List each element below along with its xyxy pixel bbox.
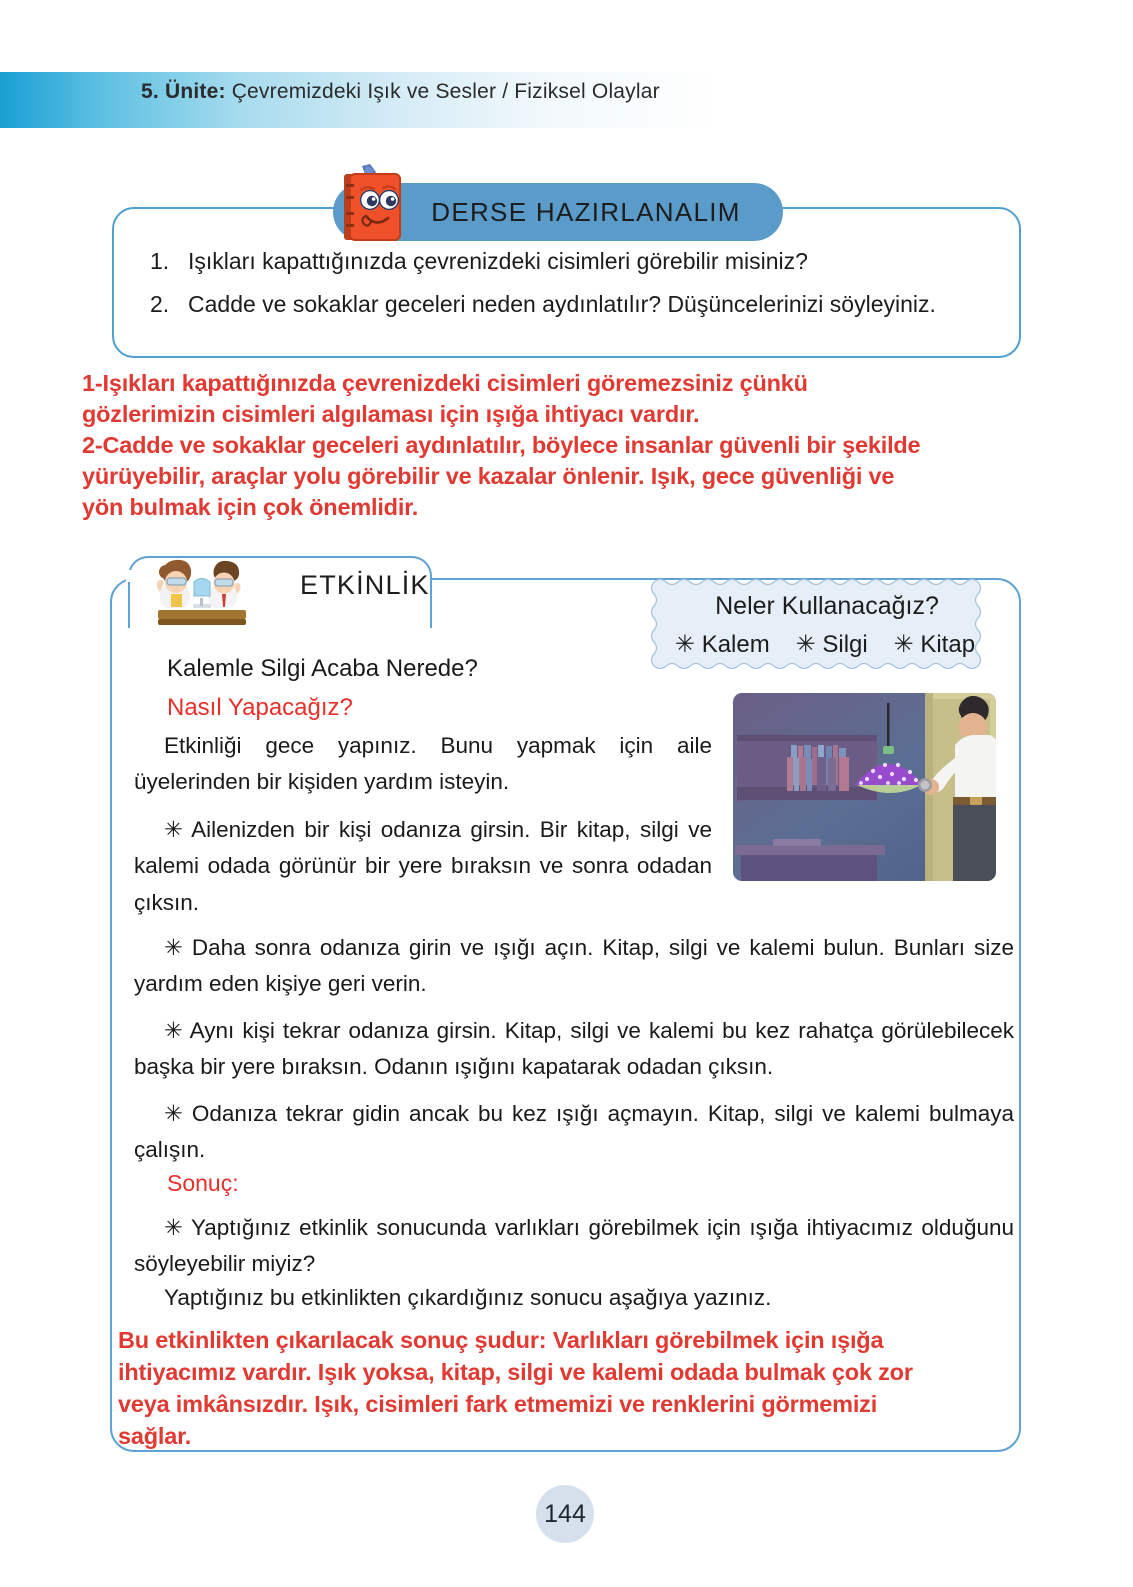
answer-line: veya imkânsızdır. Işık, cisimleri fark etmemizi ve renklerini görmemizi [118, 1390, 878, 1417]
activity-subtitle: Nasıl Yapacağız? [167, 694, 353, 721]
question-number: 2. [150, 290, 170, 317]
list-item: ✳ Silgi [795, 631, 868, 658]
student-answer-top [82, 368, 1047, 523]
dark-room-illustration [733, 693, 996, 881]
answer-line: yön bulmak için çok önemlidir. [82, 494, 419, 521]
list-item [150, 244, 1000, 279]
list-item [150, 287, 1000, 322]
question-text: Cadde ve sokaklar geceleri neden aydınlatılır? Düşüncelerinizi söyleyiniz. [188, 290, 936, 317]
answer-line: 2-Cadde ve sokaklar geceleri aydınlatılır, böylece insanlar güvenli bir şekilde [82, 432, 921, 459]
unit-header [141, 80, 781, 120]
question-number: 1. [150, 248, 170, 274]
answer-line: Bu etkinlikten çıkarılacak sonuç şudur: Varlıkları görebilmek için ışığa [118, 1327, 884, 1353]
activity-title: Kalemle Silgi Acaba Nerede? [167, 655, 478, 682]
answer-line: gözlerimizin cisimleri algılaması için ışığa ihtiyacı vardır. [82, 401, 700, 428]
materials-list [662, 630, 988, 659]
list-item: ✳ Kalem [674, 631, 770, 658]
activity-final-instruction: Yaptığınız bu etkinlikten çıkardığınız sonucu aşağıya yazınız. [164, 1285, 772, 1310]
activity-paragraph-step2: ✳ Daha sonra odanıza girin ve ışığı açın. Kitap, silgi ve kalemi bulun. Bunları size yardım eden kişiye geri verin. [134, 935, 1014, 997]
book-mascot-icon [336, 160, 408, 248]
prepare-banner-label: DERSE HAZIRLANALIM [431, 196, 741, 227]
page-number: 144 [544, 1499, 586, 1528]
activity-result-label: Sonuç: [167, 1170, 239, 1196]
activity-paragraph-step1: ✳ Ailenizden bir kişi odanıza girsin. Bir kitap, silgi ve kalemi odada görünür bir yere bıraksın ve sonra odadan çıksın. [134, 817, 712, 915]
materials-title: Neler Kullanacağız? [715, 592, 939, 620]
answer-line: 1-Işıkları kapattığınızda çevrenizdeki cisimleri göremezsiniz çünkü [82, 370, 808, 396]
activity-paragraph-intro: Etkinliği gece yapınız. Bunu yapmak için aile üyelerinden bir kişiden yardım isteyin. [134, 733, 712, 795]
list-item: ✳ Kitap [893, 631, 976, 658]
activity-paragraph-step3: ✳ Aynı kişi tekrar odanıza girsin. Kitap, silgi ve kalemi bu kez rahatça görülebilecek başka bir yere bıraksın. Odanın ışığını kapatarak odadan çıksın. [134, 1018, 1014, 1080]
activity-paragraph-step4: ✳ Odanıza tekrar gidin ancak bu kez ışığı açmayın. Kitap, silgi ve kalemi bulmaya çalışın. [134, 1101, 1014, 1163]
answer-line: sağlar. [118, 1422, 192, 1449]
question-text: Işıkları kapattığınızda çevrenizdeki cisimleri görebilir misiniz? [188, 248, 808, 274]
activity-tab-label: ETKİNLİK [300, 570, 430, 600]
answer-line: yürüyebilir, araçlar yolu görebilir ve kazalar önlenir. Işık, gece güvenliği ve [82, 463, 895, 490]
unit-title: Çevremizdeki Işık ve Sesler / Fiziksel Olaylar [225, 80, 660, 103]
unit-label: 5. Ünite: [141, 80, 226, 103]
prepare-question-list [150, 244, 1000, 329]
activity-result-question: ✳ Yaptığınız etkinlik sonucunda varlıkları görebilmek için ışığa ihtiyacımız olduğunu söyleyebilir miyiz? [134, 1215, 1014, 1277]
answer-line: ihtiyacımız vardır. Işık yoksa, kitap, silgi ve kalemi odada bulmak çok zor [118, 1358, 913, 1385]
page-number-badge [536, 1485, 594, 1543]
student-answer-bottom [118, 1325, 1018, 1453]
kids-experiment-icon [148, 552, 256, 634]
